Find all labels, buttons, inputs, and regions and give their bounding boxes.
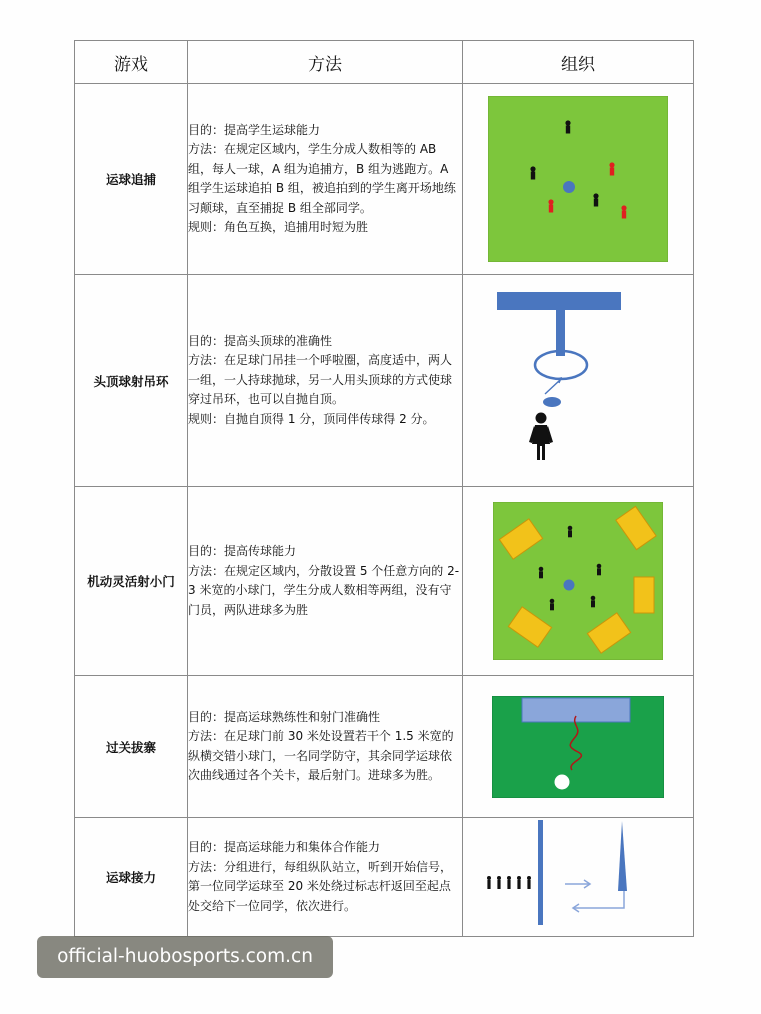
method-text [188,818,463,937]
goal-box [522,698,630,722]
player-icon [593,193,598,206]
method-text [188,275,463,487]
header-method: 方法 [188,41,463,84]
method-line: 目的：提高头顶球的准确性 [188,333,333,348]
player-icon [548,199,553,212]
player-icon [609,162,614,175]
table-row [75,84,694,275]
table-row [75,275,694,487]
diagram-cell [463,84,694,275]
watermark-banner: official-huobosports.com.cn [37,936,333,978]
diagram-cell [463,676,694,818]
chase-diagram [488,96,668,262]
method-line: 方法：分组进行，每组纵队站立，听到开始信号，第一位同学运球至 20 米处绕过标志杆返回至起点处交给下一位同学，依次进行。 [188,859,453,913]
table-row [75,676,694,818]
player-queue [487,876,531,889]
relay-diagram [463,820,694,934]
game-name: 过关拔寨 [75,676,188,818]
game-name: 运球追捕 [75,84,188,275]
hoop-string [556,310,565,356]
obstacle-dribble-diagram [492,696,664,798]
player-icon [565,120,570,133]
player-icon [529,412,553,460]
method-line: 方法：在足球门前 30 米处设置若干个 1.5 米宽的纵横交错小球门，一名同学防守，其余同学运球依次曲线通过各个关卡，最后射门。进球多为胜。 [188,729,454,782]
diagram-cell [463,818,694,937]
ball-icon [543,397,561,407]
player-icon [530,166,535,179]
game-name: 头顶球射吊环 [75,275,188,487]
method-text [188,84,463,275]
game-name: 机动灵活射小门 [75,487,188,676]
method-line: 规则：自抛自顶得 1 分，顶同伴传球得 2 分。 [188,411,435,426]
game-name: 运球接力 [75,818,188,937]
table-header-row [75,41,694,84]
table-row [75,818,694,937]
trajectory-arrow [545,380,560,394]
start-line [538,820,543,925]
method-line: 目的：提高传球能力 [188,544,297,558]
ball-icon [563,181,575,193]
method-line: 目的：提高运球能力和集体合作能力 [188,840,381,854]
activity-table [74,40,694,937]
method-line: 目的：提高学生运球能力 [188,122,321,137]
field [488,96,668,262]
player-icon [621,205,626,218]
method-text [188,487,463,676]
ball-icon [555,774,570,789]
header-game: 游戏 [75,41,188,84]
method-line: 方法：在足球门吊挂一个呼啦圈，高度适中，两人一组，一人持球抛球，另一人用头顶球的方式使球穿过吊环，也可以自抛自顶。 [188,353,453,407]
method-line: 方法：在规定区域内，学生分成人数相等的 AB 组，每人一球，A 组为追捕方，B 组为逃跑方。A 组学生运球追拍 B 组，被追拍到的学生离开场地练习颠球，直至捕捉 B 组全部同学。 [188,142,456,215]
ball-icon [564,580,575,591]
small-goals-diagram [493,502,663,660]
return-arrow [574,888,624,908]
header-org: 组织 [463,41,694,84]
diagram-cell [463,487,694,676]
diagram-cell [463,275,694,487]
method-line: 规则：角色互换，追捕用时短为胜 [188,220,369,234]
marker-pole-icon [618,821,627,891]
header-hoop-diagram [463,286,694,476]
method-line: 方法：在规定区域内，分散设置 5 个任意方向的 2-3 米宽的小球门，学生分成人数相等两组，没有守门员，两队进球多为胜 [188,563,460,617]
method-text [188,676,463,818]
goal-crossbar [497,292,621,310]
method-line: 目的：提高运球熟练性和射门准确性 [188,709,381,724]
table-row [75,487,694,676]
